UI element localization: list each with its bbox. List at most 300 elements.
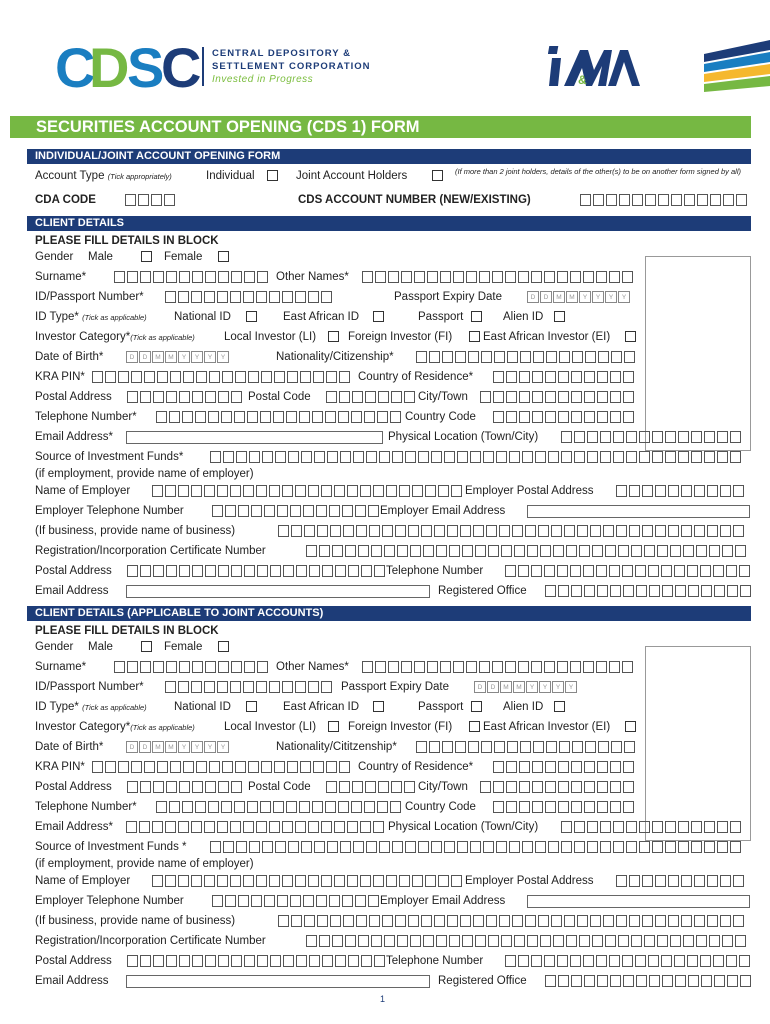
char-box bbox=[558, 801, 569, 813]
char-box bbox=[645, 194, 656, 206]
funds-boxes[interactable] bbox=[210, 841, 743, 853]
char-box bbox=[230, 821, 241, 833]
form-title: SECURITIES ACCOUNT OPENING (CDS 1) FORM bbox=[10, 116, 751, 138]
registration-boxes[interactable] bbox=[306, 545, 748, 557]
char-box bbox=[610, 391, 621, 403]
char-box bbox=[313, 371, 324, 383]
char-box bbox=[291, 915, 302, 927]
employer-postal-boxes[interactable] bbox=[616, 485, 746, 497]
char-box bbox=[527, 545, 538, 557]
individual-checkbox[interactable] bbox=[267, 170, 278, 181]
char-box bbox=[655, 485, 666, 497]
char-box bbox=[347, 821, 358, 833]
country-code-boxes[interactable] bbox=[493, 411, 636, 423]
char-box bbox=[717, 821, 728, 833]
residence-boxes[interactable] bbox=[493, 371, 636, 383]
char-box bbox=[295, 291, 306, 303]
char-box bbox=[301, 841, 312, 853]
char-box bbox=[730, 841, 741, 853]
registration-boxes[interactable] bbox=[306, 935, 748, 947]
dob-date[interactable] bbox=[126, 741, 230, 753]
passport-label: Passport bbox=[418, 311, 464, 323]
char-box bbox=[492, 661, 503, 673]
char-box bbox=[308, 821, 319, 833]
char-box bbox=[532, 761, 543, 773]
char-box bbox=[545, 761, 556, 773]
char-box bbox=[644, 545, 655, 557]
char-box bbox=[92, 761, 103, 773]
char-box bbox=[683, 935, 694, 947]
char-box bbox=[358, 545, 369, 557]
city-boxes[interactable] bbox=[480, 391, 636, 403]
alien-id-label: Alien ID bbox=[503, 311, 544, 323]
char-box bbox=[166, 661, 177, 673]
joint-note: (If more than 2 joint holders, details of the other(s) to be on another form signed by all) bbox=[455, 167, 741, 176]
char-box bbox=[486, 525, 497, 537]
email-input[interactable] bbox=[126, 431, 383, 444]
char-box bbox=[210, 841, 221, 853]
char-box bbox=[558, 411, 569, 423]
char-box bbox=[610, 411, 621, 423]
char-box bbox=[217, 291, 228, 303]
char-box bbox=[179, 955, 190, 967]
employer-name-label: Name of Employer bbox=[35, 875, 131, 887]
employment-note: (if employment, provide name of employer) bbox=[35, 468, 254, 480]
char-box bbox=[312, 801, 323, 813]
char-box bbox=[570, 565, 581, 577]
char-box bbox=[505, 565, 516, 577]
char-box bbox=[230, 485, 241, 497]
char-box bbox=[156, 801, 167, 813]
char-box bbox=[423, 545, 434, 557]
kra-pin-boxes[interactable] bbox=[92, 371, 352, 383]
joint-checkbox[interactable] bbox=[432, 170, 443, 181]
passport-checkbox[interactable] bbox=[471, 311, 482, 322]
char-box bbox=[153, 271, 164, 283]
dob-date[interactable] bbox=[126, 351, 230, 363]
telephone-boxes[interactable] bbox=[156, 801, 403, 813]
char-box bbox=[571, 761, 582, 773]
char-box bbox=[544, 271, 555, 283]
char-box bbox=[234, 801, 245, 813]
char-box bbox=[379, 841, 390, 853]
biz-email-input[interactable] bbox=[126, 975, 430, 988]
cds-number-boxes[interactable] bbox=[580, 194, 749, 206]
char-box bbox=[326, 781, 337, 793]
char-box bbox=[282, 681, 293, 693]
registration-label: Registration/Incorporation Certificate Number bbox=[35, 935, 266, 947]
kra-pin-label: KRA PIN* bbox=[35, 761, 85, 773]
char-box bbox=[605, 545, 616, 557]
char-box bbox=[283, 565, 294, 577]
national-id-checkbox[interactable] bbox=[246, 311, 257, 322]
char-box bbox=[733, 485, 744, 497]
char-box bbox=[183, 761, 194, 773]
national-id-checkbox[interactable] bbox=[246, 701, 257, 712]
nationality-boxes[interactable] bbox=[416, 741, 637, 753]
nationality-boxes[interactable] bbox=[416, 351, 637, 363]
char-box bbox=[282, 875, 293, 887]
char-box bbox=[609, 565, 620, 577]
char-box bbox=[709, 935, 720, 947]
employer-email-input[interactable] bbox=[527, 895, 750, 908]
char-box bbox=[139, 821, 150, 833]
registered-office-boxes[interactable] bbox=[545, 975, 753, 987]
foreign-investor-checkbox[interactable] bbox=[469, 721, 480, 732]
char-box bbox=[316, 505, 327, 517]
postal-address-boxes[interactable] bbox=[127, 781, 244, 793]
char-box bbox=[623, 411, 634, 423]
char-box bbox=[347, 875, 358, 887]
char-box bbox=[384, 545, 395, 557]
passport-expiry-label: Passport Expiry Date bbox=[394, 291, 503, 303]
char-box bbox=[468, 741, 479, 753]
char-box bbox=[218, 781, 229, 793]
char-box bbox=[585, 351, 596, 363]
char-box bbox=[593, 194, 604, 206]
char-box bbox=[597, 371, 608, 383]
biz-postal-boxes[interactable] bbox=[127, 955, 387, 967]
char-box bbox=[678, 451, 689, 463]
char-box bbox=[730, 451, 741, 463]
char-box bbox=[571, 585, 582, 597]
postal-code-label: Postal Code bbox=[248, 391, 311, 403]
char-box bbox=[518, 271, 529, 283]
char-box bbox=[668, 525, 679, 537]
char-box bbox=[157, 761, 168, 773]
char-box bbox=[626, 841, 637, 853]
surname-boxes[interactable] bbox=[114, 271, 270, 283]
char-box bbox=[444, 451, 455, 463]
biz-tel-boxes[interactable] bbox=[505, 565, 752, 577]
char-box bbox=[584, 761, 595, 773]
char-box bbox=[218, 661, 229, 673]
char-box bbox=[506, 781, 517, 793]
physical-location-boxes[interactable] bbox=[561, 821, 743, 833]
char-box bbox=[379, 451, 390, 463]
char-box bbox=[295, 681, 306, 693]
char-box bbox=[314, 841, 325, 853]
char-box bbox=[138, 194, 149, 206]
surname-boxes[interactable] bbox=[114, 661, 270, 673]
male-checkbox[interactable] bbox=[141, 641, 152, 652]
date-cell: M bbox=[165, 351, 177, 363]
postal-address-label: Postal Address bbox=[35, 391, 112, 403]
char-box bbox=[668, 915, 679, 927]
char-box bbox=[519, 371, 530, 383]
char-box bbox=[269, 821, 280, 833]
char-box bbox=[127, 391, 138, 403]
passport-photo-box bbox=[645, 646, 751, 841]
char-box bbox=[694, 875, 705, 887]
char-box bbox=[222, 371, 233, 383]
char-box bbox=[401, 271, 412, 283]
char-box bbox=[518, 565, 529, 577]
char-box bbox=[681, 485, 692, 497]
biz-postal-boxes[interactable] bbox=[127, 565, 387, 577]
other-names-boxes[interactable] bbox=[362, 271, 635, 283]
residence-boxes[interactable] bbox=[493, 761, 636, 773]
char-box bbox=[390, 411, 401, 423]
char-box bbox=[274, 371, 285, 383]
char-box bbox=[303, 505, 314, 517]
registered-office-label: Registered Office bbox=[438, 975, 527, 987]
biz-email-input[interactable] bbox=[126, 585, 430, 598]
block-note: PLEASE FILL DETAILS IN BLOCK bbox=[35, 235, 219, 247]
char-box bbox=[191, 681, 202, 693]
char-box bbox=[701, 975, 712, 987]
registration-label: Registration/Incorporation Certificate Number bbox=[35, 545, 266, 557]
char-box bbox=[704, 821, 715, 833]
male-checkbox[interactable] bbox=[141, 251, 152, 262]
char-box bbox=[636, 585, 647, 597]
alien-id-label: Alien ID bbox=[503, 701, 544, 713]
passport-checkbox[interactable] bbox=[471, 701, 482, 712]
char-box bbox=[410, 935, 421, 947]
employer-name-boxes[interactable] bbox=[152, 485, 464, 497]
char-box bbox=[179, 661, 190, 673]
char-box bbox=[652, 451, 663, 463]
local-investor-checkbox[interactable] bbox=[328, 721, 339, 732]
postal-address-label: Postal Address bbox=[35, 781, 112, 793]
telephone-label: Telephone Number* bbox=[35, 411, 137, 423]
char-box bbox=[622, 955, 633, 967]
char-box bbox=[596, 565, 607, 577]
char-box bbox=[603, 525, 614, 537]
ea-investor-checkbox[interactable] bbox=[625, 331, 636, 342]
biz-postal-label: Postal Address bbox=[35, 565, 112, 577]
alien-id-checkbox[interactable] bbox=[554, 311, 565, 322]
char-box bbox=[518, 661, 529, 673]
char-box bbox=[416, 351, 427, 363]
char-box bbox=[377, 411, 388, 423]
char-box bbox=[144, 371, 155, 383]
char-box bbox=[691, 431, 702, 443]
char-box bbox=[532, 781, 543, 793]
char-box bbox=[519, 761, 530, 773]
employer-tel-boxes[interactable] bbox=[212, 895, 381, 907]
char-box bbox=[598, 741, 609, 753]
kra-pin-boxes[interactable] bbox=[92, 761, 352, 773]
email-boxes[interactable] bbox=[126, 821, 386, 833]
stripes-logo bbox=[700, 40, 770, 92]
local-investor-checkbox[interactable] bbox=[328, 331, 339, 342]
biz-postal-label: Postal Address bbox=[35, 955, 112, 967]
char-box bbox=[553, 935, 564, 947]
char-box bbox=[299, 411, 310, 423]
char-box bbox=[538, 525, 549, 537]
female-checkbox[interactable] bbox=[218, 251, 229, 262]
char-box bbox=[369, 525, 380, 537]
ea-id-checkbox[interactable] bbox=[373, 701, 384, 712]
char-box bbox=[431, 451, 442, 463]
char-box bbox=[251, 505, 262, 517]
char-box bbox=[611, 741, 622, 753]
char-box bbox=[339, 371, 350, 383]
char-box bbox=[322, 565, 333, 577]
postal-address-boxes[interactable] bbox=[127, 391, 244, 403]
char-box bbox=[572, 351, 583, 363]
char-box bbox=[165, 821, 176, 833]
cda-code-boxes[interactable] bbox=[125, 194, 177, 206]
passport-photo-box bbox=[645, 256, 751, 451]
employer-email-input[interactable] bbox=[527, 505, 750, 518]
physical-location-boxes[interactable] bbox=[561, 431, 743, 443]
char-box bbox=[631, 545, 642, 557]
char-box bbox=[225, 505, 236, 517]
char-box bbox=[238, 505, 249, 517]
char-box bbox=[531, 271, 542, 283]
employer-tel-boxes[interactable] bbox=[212, 505, 381, 517]
char-box bbox=[688, 585, 699, 597]
char-box bbox=[378, 391, 389, 403]
char-box bbox=[230, 681, 241, 693]
char-box bbox=[118, 371, 129, 383]
char-box bbox=[658, 194, 669, 206]
char-box bbox=[606, 194, 617, 206]
char-box bbox=[538, 915, 549, 927]
char-box bbox=[584, 781, 595, 793]
char-box bbox=[436, 545, 447, 557]
char-box bbox=[739, 565, 750, 577]
date-cell: Y bbox=[539, 681, 551, 693]
char-box bbox=[361, 565, 372, 577]
char-box bbox=[152, 485, 163, 497]
char-box bbox=[236, 451, 247, 463]
char-box bbox=[584, 391, 595, 403]
char-box bbox=[169, 411, 180, 423]
char-box bbox=[388, 271, 399, 283]
business-note: (If business, provide name of business) bbox=[35, 525, 236, 537]
char-box bbox=[218, 271, 229, 283]
char-box bbox=[352, 391, 363, 403]
id-passport-boxes[interactable] bbox=[165, 681, 334, 693]
char-box bbox=[532, 371, 543, 383]
char-box bbox=[165, 485, 176, 497]
char-box bbox=[624, 741, 635, 753]
country-code-boxes[interactable] bbox=[493, 801, 636, 813]
svg-text:S: S bbox=[127, 42, 161, 94]
char-box bbox=[338, 801, 349, 813]
char-box bbox=[494, 351, 505, 363]
char-box bbox=[696, 935, 707, 947]
postal-code-boxes[interactable] bbox=[326, 781, 417, 793]
employer-name-boxes[interactable] bbox=[152, 875, 464, 887]
char-box bbox=[152, 875, 163, 887]
char-box bbox=[205, 781, 216, 793]
employer-postal-boxes[interactable] bbox=[616, 875, 746, 887]
char-box bbox=[257, 955, 268, 967]
funds-boxes[interactable] bbox=[210, 451, 743, 463]
char-box bbox=[496, 451, 507, 463]
national-id-label: National ID bbox=[174, 701, 231, 713]
char-box bbox=[140, 955, 151, 967]
char-box bbox=[551, 525, 562, 537]
char-box bbox=[453, 271, 464, 283]
char-box bbox=[377, 801, 388, 813]
char-box bbox=[340, 451, 351, 463]
char-box bbox=[397, 545, 408, 557]
char-box bbox=[626, 821, 637, 833]
char-box bbox=[509, 451, 520, 463]
other-names-boxes[interactable] bbox=[362, 661, 635, 673]
char-box bbox=[519, 781, 530, 793]
residence-label: Country of Residence* bbox=[358, 761, 474, 773]
char-box bbox=[642, 875, 653, 887]
char-box bbox=[533, 351, 544, 363]
char-box bbox=[388, 661, 399, 673]
foreign-investor-label: Foreign Investor (FI) bbox=[348, 331, 453, 343]
char-box bbox=[338, 411, 349, 423]
telephone-boxes[interactable] bbox=[156, 411, 403, 423]
char-box bbox=[618, 935, 629, 947]
female-label: Female bbox=[164, 641, 203, 653]
business-name-boxes[interactable] bbox=[278, 525, 746, 537]
date-cell: D bbox=[139, 351, 151, 363]
char-box bbox=[192, 955, 203, 967]
postal-code-boxes[interactable] bbox=[326, 391, 417, 403]
char-box bbox=[470, 841, 481, 853]
char-box bbox=[480, 391, 491, 403]
char-box bbox=[616, 525, 627, 537]
char-box bbox=[334, 875, 345, 887]
char-box bbox=[545, 411, 556, 423]
ea-investor-checkbox[interactable] bbox=[625, 721, 636, 732]
char-box bbox=[257, 271, 268, 283]
char-box bbox=[639, 451, 650, 463]
char-box bbox=[178, 821, 189, 833]
char-box bbox=[629, 485, 640, 497]
char-box bbox=[714, 975, 725, 987]
char-box bbox=[351, 801, 362, 813]
char-box bbox=[361, 955, 372, 967]
foreign-investor-checkbox[interactable] bbox=[469, 331, 480, 342]
char-box bbox=[486, 915, 497, 927]
char-box bbox=[649, 975, 660, 987]
country-code-label: Country Code bbox=[405, 411, 476, 423]
registered-office-boxes[interactable] bbox=[545, 585, 753, 597]
char-box bbox=[140, 271, 151, 283]
char-box bbox=[733, 875, 744, 887]
business-name-boxes[interactable] bbox=[278, 915, 746, 927]
biz-tel-boxes[interactable] bbox=[505, 955, 752, 967]
char-box bbox=[532, 391, 543, 403]
id-passport-boxes[interactable] bbox=[165, 291, 334, 303]
char-box bbox=[165, 681, 176, 693]
female-checkbox[interactable] bbox=[218, 641, 229, 652]
char-box bbox=[283, 955, 294, 967]
city-boxes[interactable] bbox=[480, 781, 636, 793]
alien-id-checkbox[interactable] bbox=[554, 701, 565, 712]
char-box bbox=[325, 801, 336, 813]
char-box bbox=[368, 505, 379, 517]
char-box bbox=[642, 915, 653, 927]
char-box bbox=[655, 525, 666, 537]
char-box bbox=[509, 841, 520, 853]
char-box bbox=[720, 915, 731, 927]
char-box bbox=[208, 411, 219, 423]
passport-expiry-date[interactable] bbox=[474, 681, 578, 693]
char-box bbox=[481, 741, 492, 753]
char-box bbox=[153, 781, 164, 793]
char-box bbox=[399, 875, 410, 887]
ea-id-checkbox[interactable] bbox=[373, 311, 384, 322]
passport-expiry-date[interactable] bbox=[527, 291, 631, 303]
char-box bbox=[722, 545, 733, 557]
char-box bbox=[597, 975, 608, 987]
date-cell: D bbox=[527, 291, 539, 303]
char-box bbox=[652, 841, 663, 853]
